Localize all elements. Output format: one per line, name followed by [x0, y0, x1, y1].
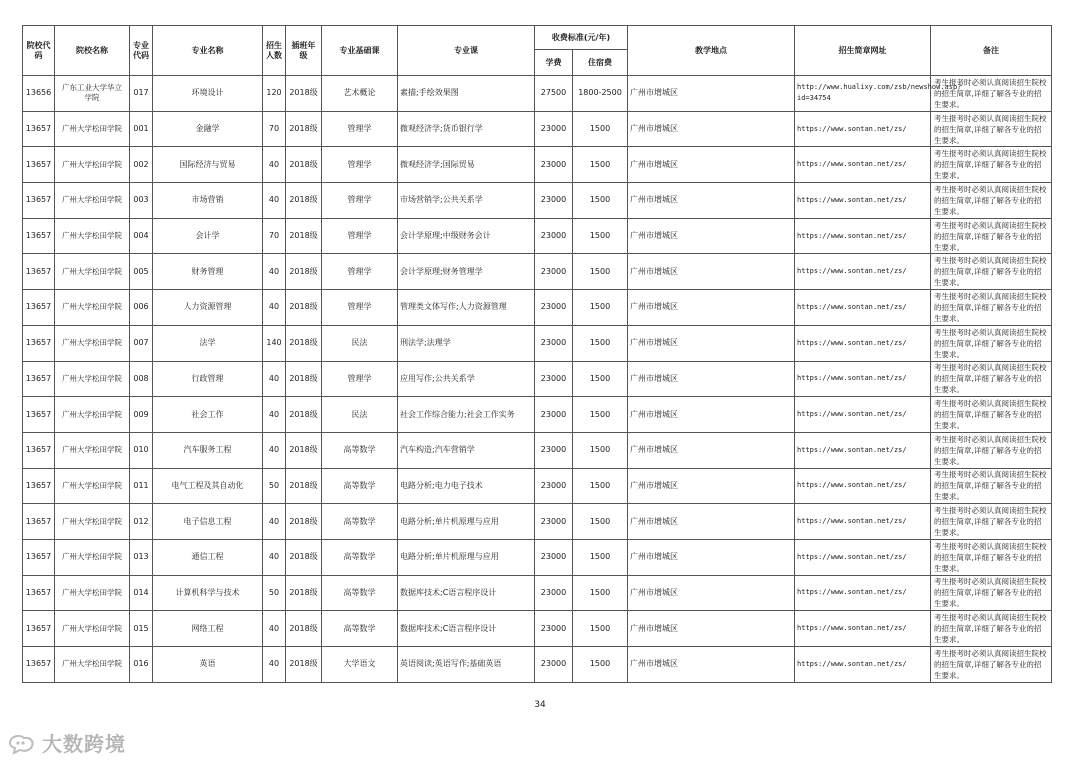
website-cell: https://www.sontan.net/zs/	[795, 397, 931, 433]
remark-cell: 考生报考时必须认真阅读招生院校的招生简章,详细了解各专业的招生要求。	[931, 218, 1052, 254]
table-row	[23, 183, 1052, 219]
grade-cell: 2018级	[286, 183, 322, 219]
major-name-cell: 电气工程及其自动化	[153, 468, 263, 504]
lodging-cell: 1500	[573, 504, 628, 540]
enrollment-cell: 40	[263, 432, 286, 468]
base-course-cell: 管理学	[322, 361, 398, 397]
major-code-cell: 008	[130, 361, 153, 397]
major-code-cell: 010	[130, 432, 153, 468]
base-course-cell: 管理学	[322, 111, 398, 147]
enrollment-cell: 40	[263, 504, 286, 540]
major-name-cell: 社会工作	[153, 397, 263, 433]
tuition-cell: 23000	[535, 111, 573, 147]
tuition-cell: 23000	[535, 611, 573, 647]
grade-cell: 2018级	[286, 504, 322, 540]
tuition-cell: 27500	[535, 76, 573, 112]
website-cell: https://www.sontan.net/zs/	[795, 575, 931, 611]
remark-cell: 考生报考时必须认真阅读招生院校的招生简章,详细了解各专业的招生要求。	[931, 183, 1052, 219]
tuition-cell: 23000	[535, 290, 573, 326]
school-name-cell: 广州大学松田学院	[55, 397, 130, 433]
major-code-cell: 017	[130, 76, 153, 112]
enrollment-cell: 140	[263, 325, 286, 361]
website-cell: https://www.sontan.net/zs/	[795, 361, 931, 397]
major-course-cell: 会计学原理;中级财务会计	[398, 218, 535, 254]
header-fee-group: 收费标准(元/年)	[535, 26, 628, 50]
school-code-cell: 13657	[23, 539, 55, 575]
grade-cell: 2018级	[286, 432, 322, 468]
enrollment-cell: 40	[263, 611, 286, 647]
grade-cell: 2018级	[286, 147, 322, 183]
location-cell: 广州市增城区	[628, 254, 795, 290]
remark-cell: 考生报考时必须认真阅读招生院校的招生简章,详细了解各专业的招生要求。	[931, 361, 1052, 397]
website-cell: https://www.sontan.net/zs/	[795, 325, 931, 361]
school-code-cell: 13657	[23, 432, 55, 468]
major-course-cell: 微观经济学;国际贸易	[398, 147, 535, 183]
location-cell: 广州市增城区	[628, 539, 795, 575]
tuition-cell: 23000	[535, 147, 573, 183]
lodging-cell: 1500	[573, 647, 628, 683]
table-row	[23, 290, 1052, 326]
table-row	[23, 432, 1052, 468]
table-row	[23, 147, 1052, 183]
school-code-cell: 13657	[23, 325, 55, 361]
remark-cell: 考生报考时必须认真阅读招生院校的招生简章,详细了解各专业的招生要求。	[931, 611, 1052, 647]
enrollment-cell: 40	[263, 397, 286, 433]
base-course-cell: 高等数学	[322, 432, 398, 468]
major-name-cell: 财务管理	[153, 254, 263, 290]
website-cell: https://www.sontan.net/zs/	[795, 147, 931, 183]
header-grade: 插班年级	[286, 26, 322, 76]
website-cell: https://www.sontan.net/zs/	[795, 504, 931, 540]
header-remark: 备注	[931, 26, 1052, 76]
lodging-cell: 1500	[573, 254, 628, 290]
enrollment-cell: 40	[263, 290, 286, 326]
school-name-cell: 广州大学松田学院	[55, 647, 130, 683]
table-row	[23, 468, 1052, 504]
table-row	[23, 76, 1052, 112]
enrollment-cell: 40	[263, 361, 286, 397]
major-name-cell: 网络工程	[153, 611, 263, 647]
school-code-cell: 13657	[23, 611, 55, 647]
lodging-cell: 1500	[573, 397, 628, 433]
header-website: 招生简章网址	[795, 26, 931, 76]
school-name-cell: 广州大学松田学院	[55, 147, 130, 183]
header-major-code: 专业代码	[130, 26, 153, 76]
tuition-cell: 23000	[535, 432, 573, 468]
base-course-cell: 管理学	[322, 254, 398, 290]
grade-cell: 2018级	[286, 397, 322, 433]
remark-cell: 考生报考时必须认真阅读招生院校的招生简章,详细了解各专业的招生要求。	[931, 539, 1052, 575]
major-name-cell: 汽车服务工程	[153, 432, 263, 468]
school-name-cell: 广州大学松田学院	[55, 361, 130, 397]
major-code-cell: 002	[130, 147, 153, 183]
base-course-cell: 民法	[322, 325, 398, 361]
major-code-cell: 013	[130, 539, 153, 575]
base-course-cell: 管理学	[322, 183, 398, 219]
major-code-cell: 007	[130, 325, 153, 361]
header-major-name: 专业名称	[153, 26, 263, 76]
school-name-cell: 广州大学松田学院	[55, 539, 130, 575]
major-code-cell: 012	[130, 504, 153, 540]
header-lodging: 住宿费	[573, 50, 628, 76]
major-name-cell: 英语	[153, 647, 263, 683]
location-cell: 广州市增城区	[628, 147, 795, 183]
table-row	[23, 361, 1052, 397]
header-location: 教学地点	[628, 26, 795, 76]
header-base-course: 专业基础课	[322, 26, 398, 76]
major-course-cell: 电路分析;单片机原理与应用	[398, 504, 535, 540]
major-code-cell: 001	[130, 111, 153, 147]
grade-cell: 2018级	[286, 254, 322, 290]
table-row	[23, 218, 1052, 254]
website-cell: https://www.sontan.net/zs/	[795, 111, 931, 147]
school-name-cell: 广东工业大学华立学院	[55, 76, 130, 112]
location-cell: 广州市增城区	[628, 325, 795, 361]
remark-cell: 考生报考时必须认真阅读招生院校的招生简章,详细了解各专业的招生要求。	[931, 575, 1052, 611]
website-cell: https://www.sontan.net/zs/	[795, 539, 931, 575]
school-code-cell: 13656	[23, 76, 55, 112]
header-school-name: 院校名称	[55, 26, 130, 76]
school-name-cell: 广州大学松田学院	[55, 468, 130, 504]
lodging-cell: 1500	[573, 575, 628, 611]
lodging-cell: 1500	[573, 218, 628, 254]
remark-cell: 考生报考时必须认真阅读招生院校的招生简章,详细了解各专业的招生要求。	[931, 647, 1052, 683]
major-course-cell: 刑法学;法理学	[398, 325, 535, 361]
major-name-cell: 金融学	[153, 111, 263, 147]
major-name-cell: 会计学	[153, 218, 263, 254]
tuition-cell: 23000	[535, 254, 573, 290]
enrollment-cell: 70	[263, 111, 286, 147]
lodging-cell: 1500	[573, 290, 628, 326]
lodging-cell: 1500	[573, 361, 628, 397]
website-cell: https://www.sontan.net/zs/	[795, 290, 931, 326]
major-name-cell: 法学	[153, 325, 263, 361]
lodging-cell: 1500	[573, 611, 628, 647]
table-row	[23, 504, 1052, 540]
website-cell: https://www.sontan.net/zs/	[795, 218, 931, 254]
base-course-cell: 管理学	[322, 218, 398, 254]
major-course-cell: 数据库技术;C语言程序设计	[398, 611, 535, 647]
remark-cell: 考生报考时必须认真阅读招生院校的招生简章,详细了解各专业的招生要求。	[931, 76, 1052, 112]
major-name-cell: 行政管理	[153, 361, 263, 397]
major-course-cell: 社会工作综合能力;社会工作实务	[398, 397, 535, 433]
tuition-cell: 23000	[535, 539, 573, 575]
enrollment-cell: 50	[263, 575, 286, 611]
watermark	[6, 728, 126, 757]
website-cell: http://www.hualixy.com/zsb/newshow.asp?id=34754	[795, 76, 931, 112]
major-code-cell: 003	[130, 183, 153, 219]
major-code-cell: 009	[130, 397, 153, 433]
major-course-cell: 管理类文体写作;人力资源管理	[398, 290, 535, 326]
tuition-cell: 23000	[535, 325, 573, 361]
remark-cell: 考生报考时必须认真阅读招生院校的招生简章,详细了解各专业的招生要求。	[931, 504, 1052, 540]
lodging-cell: 1500	[573, 539, 628, 575]
major-name-cell: 市场营销	[153, 183, 263, 219]
school-code-cell: 13657	[23, 647, 55, 683]
header-major-course: 专业课	[398, 26, 535, 76]
major-course-cell: 汽车构造;汽车营销学	[398, 432, 535, 468]
grade-cell: 2018级	[286, 361, 322, 397]
tuition-cell: 23000	[535, 647, 573, 683]
major-name-cell: 通信工程	[153, 539, 263, 575]
lodging-cell: 1500	[573, 111, 628, 147]
table-row	[23, 111, 1052, 147]
table-row	[23, 539, 1052, 575]
base-course-cell: 大学语文	[322, 647, 398, 683]
location-cell: 广州市增城区	[628, 183, 795, 219]
school-name-cell: 广州大学松田学院	[55, 254, 130, 290]
website-cell: https://www.sontan.net/zs/	[795, 468, 931, 504]
base-course-cell: 管理学	[322, 147, 398, 183]
grade-cell: 2018级	[286, 647, 322, 683]
major-course-cell: 英语阅读;英语写作;基础英语	[398, 647, 535, 683]
table-row	[23, 325, 1052, 361]
tuition-cell: 23000	[535, 468, 573, 504]
location-cell: 广州市增城区	[628, 76, 795, 112]
remark-cell: 考生报考时必须认真阅读招生院校的招生简章,详细了解各专业的招生要求。	[931, 111, 1052, 147]
lodging-cell: 1500	[573, 183, 628, 219]
school-code-cell: 13657	[23, 468, 55, 504]
school-name-cell: 广州大学松田学院	[55, 111, 130, 147]
grade-cell: 2018级	[286, 290, 322, 326]
major-code-cell: 015	[130, 611, 153, 647]
location-cell: 广州市增城区	[628, 397, 795, 433]
enrollment-cell: 40	[263, 647, 286, 683]
table-row	[23, 611, 1052, 647]
grade-cell: 2018级	[286, 76, 322, 112]
remark-cell: 考生报考时必须认真阅读招生院校的招生简章,详细了解各专业的招生要求。	[931, 254, 1052, 290]
major-code-cell: 016	[130, 647, 153, 683]
base-course-cell: 高等数学	[322, 539, 398, 575]
major-course-cell: 数据库技术;C语言程序设计	[398, 575, 535, 611]
school-code-cell: 13657	[23, 147, 55, 183]
remark-cell: 考生报考时必须认真阅读招生院校的招生简章,详细了解各专业的招生要求。	[931, 397, 1052, 433]
grade-cell: 2018级	[286, 111, 322, 147]
major-name-cell: 电子信息工程	[153, 504, 263, 540]
enrollment-cell: 40	[263, 147, 286, 183]
tuition-cell: 23000	[535, 361, 573, 397]
base-course-cell: 民法	[322, 397, 398, 433]
website-cell: https://www.sontan.net/zs/	[795, 611, 931, 647]
school-name-cell: 广州大学松田学院	[55, 325, 130, 361]
tuition-cell: 23000	[535, 575, 573, 611]
school-code-cell: 13657	[23, 218, 55, 254]
school-code-cell: 13657	[23, 575, 55, 611]
base-course-cell: 高等数学	[322, 468, 398, 504]
website-cell: https://www.sontan.net/zs/	[795, 254, 931, 290]
base-course-cell: 管理学	[322, 290, 398, 326]
enrollment-cell: 40	[263, 539, 286, 575]
enrollment-cell: 70	[263, 218, 286, 254]
grade-cell: 2018级	[286, 325, 322, 361]
table-row	[23, 397, 1052, 433]
school-name-cell: 广州大学松田学院	[55, 218, 130, 254]
enrollment-table	[22, 25, 1052, 683]
lodging-cell: 1500	[573, 432, 628, 468]
page-number: 34	[534, 700, 546, 710]
major-course-cell: 微观经济学;货币银行学	[398, 111, 535, 147]
school-name-cell: 广州大学松田学院	[55, 504, 130, 540]
major-code-cell: 004	[130, 218, 153, 254]
school-code-cell: 13657	[23, 290, 55, 326]
grade-cell: 2018级	[286, 468, 322, 504]
table-row	[23, 647, 1052, 683]
table-row	[23, 575, 1052, 611]
location-cell: 广州市增城区	[628, 575, 795, 611]
tuition-cell: 23000	[535, 397, 573, 433]
major-course-cell: 素描;手绘效果图	[398, 76, 535, 112]
remark-cell: 考生报考时必须认真阅读招生院校的招生简章,详细了解各专业的招生要求。	[931, 325, 1052, 361]
school-name-cell: 广州大学松田学院	[55, 611, 130, 647]
website-cell: https://www.sontan.net/zs/	[795, 183, 931, 219]
location-cell: 广州市增城区	[628, 647, 795, 683]
base-course-cell: 高等数学	[322, 575, 398, 611]
major-course-cell: 电路分析;电力电子技术	[398, 468, 535, 504]
location-cell: 广州市增城区	[628, 432, 795, 468]
table-body	[23, 76, 1052, 683]
lodging-cell: 1500	[573, 147, 628, 183]
major-code-cell: 006	[130, 290, 153, 326]
lodging-cell: 1500	[573, 325, 628, 361]
lodging-cell: 1500	[573, 468, 628, 504]
chat-bubble-logo-icon	[6, 731, 36, 755]
school-code-cell: 13657	[23, 254, 55, 290]
major-course-cell: 市场营销学;公共关系学	[398, 183, 535, 219]
tuition-cell: 23000	[535, 218, 573, 254]
tuition-cell: 23000	[535, 504, 573, 540]
location-cell: 广州市增城区	[628, 611, 795, 647]
tuition-cell: 23000	[535, 183, 573, 219]
base-course-cell: 高等数学	[322, 611, 398, 647]
base-course-cell: 高等数学	[322, 504, 398, 540]
location-cell: 广州市增城区	[628, 504, 795, 540]
grade-cell: 2018级	[286, 575, 322, 611]
school-name-cell: 广州大学松田学院	[55, 290, 130, 326]
base-course-cell: 艺术概论	[322, 76, 398, 112]
lodging-cell: 1800-2500	[573, 76, 628, 112]
header-school-code: 院校代码	[23, 26, 55, 76]
school-code-cell: 13657	[23, 361, 55, 397]
school-name-cell: 广州大学松田学院	[55, 432, 130, 468]
grade-cell: 2018级	[286, 218, 322, 254]
enrollment-cell: 120	[263, 76, 286, 112]
school-code-cell: 13657	[23, 397, 55, 433]
remark-cell: 考生报考时必须认真阅读招生院校的招生简章,详细了解各专业的招生要求。	[931, 147, 1052, 183]
location-cell: 广州市增城区	[628, 468, 795, 504]
major-course-cell: 会计学原理;财务管理学	[398, 254, 535, 290]
enrollment-cell: 50	[263, 468, 286, 504]
location-cell: 广州市增城区	[628, 361, 795, 397]
major-name-cell: 国际经济与贸易	[153, 147, 263, 183]
school-code-cell: 13657	[23, 504, 55, 540]
header-enrollment: 招生人数	[263, 26, 286, 76]
major-code-cell: 011	[130, 468, 153, 504]
location-cell: 广州市增城区	[628, 290, 795, 326]
watermark-text: 大数跨境	[42, 732, 126, 756]
remark-cell: 考生报考时必须认真阅读招生院校的招生简章,详细了解各专业的招生要求。	[931, 432, 1052, 468]
major-name-cell: 计算机科学与技术	[153, 575, 263, 611]
enrollment-cell: 40	[263, 183, 286, 219]
enrollment-cell: 40	[263, 254, 286, 290]
school-name-cell: 广州大学松田学院	[55, 183, 130, 219]
header-tuition: 学费	[535, 50, 573, 76]
major-course-cell: 应用写作;公共关系学	[398, 361, 535, 397]
website-cell: https://www.sontan.net/zs/	[795, 647, 931, 683]
major-code-cell: 005	[130, 254, 153, 290]
grade-cell: 2018级	[286, 539, 322, 575]
table-row	[23, 254, 1052, 290]
remark-cell: 考生报考时必须认真阅读招生院校的招生简章,详细了解各专业的招生要求。	[931, 290, 1052, 326]
website-cell: https://www.sontan.net/zs/	[795, 432, 931, 468]
remark-cell: 考生报考时必须认真阅读招生院校的招生简章,详细了解各专业的招生要求。	[931, 468, 1052, 504]
major-name-cell: 人力资源管理	[153, 290, 263, 326]
location-cell: 广州市增城区	[628, 111, 795, 147]
school-code-cell: 13657	[23, 183, 55, 219]
grade-cell: 2018级	[286, 611, 322, 647]
major-name-cell: 环境设计	[153, 76, 263, 112]
school-name-cell: 广州大学松田学院	[55, 575, 130, 611]
school-code-cell: 13657	[23, 111, 55, 147]
major-course-cell: 电路分析;单片机原理与应用	[398, 539, 535, 575]
major-code-cell: 014	[130, 575, 153, 611]
location-cell: 广州市增城区	[628, 218, 795, 254]
